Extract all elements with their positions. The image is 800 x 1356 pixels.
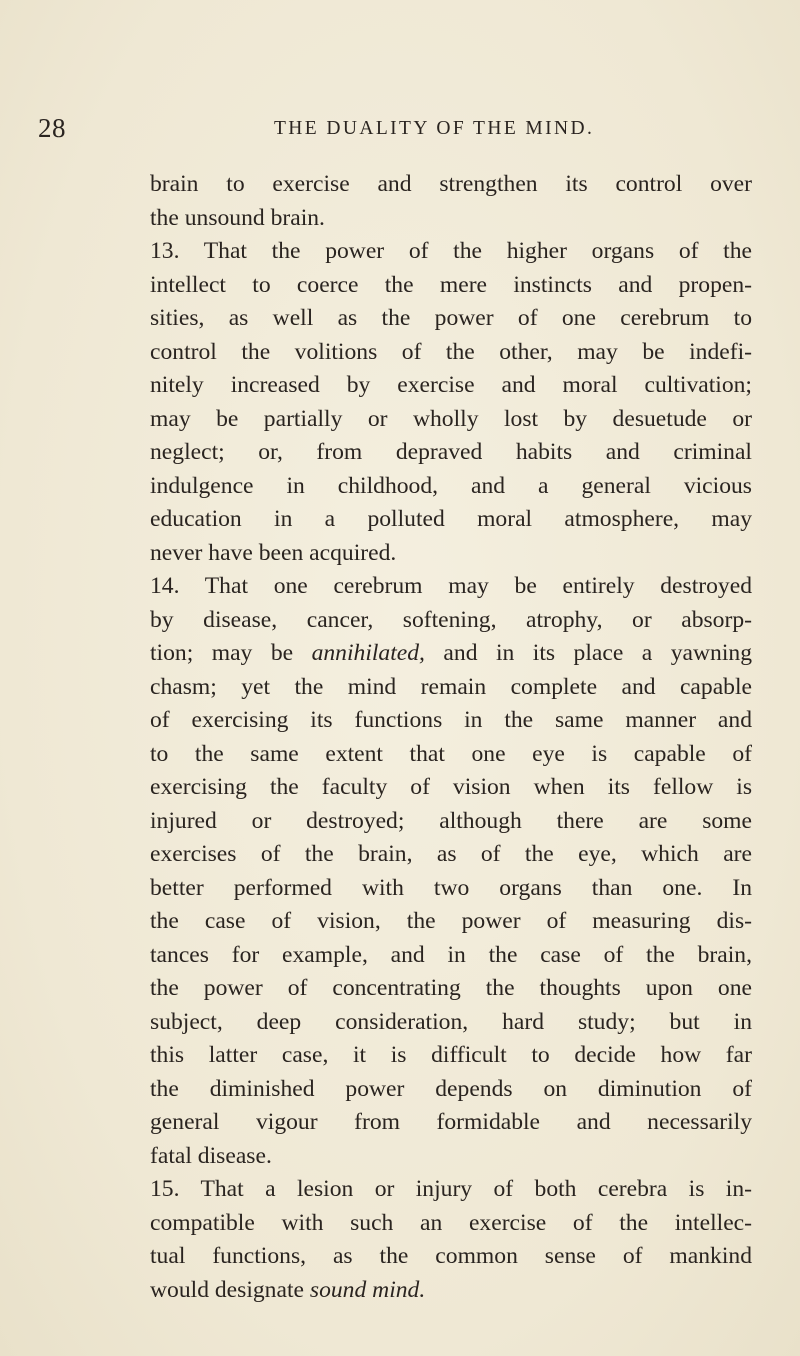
text-line: injured or destroyed; although there are some	[150, 807, 752, 834]
text-line: nitely increased by exercise and moral cultivation;	[150, 372, 752, 398]
body-text	[150, 168, 752, 1307]
text-line: subject, deep consideration, hard study; but in	[150, 1008, 752, 1035]
text-line: by disease, cancer, softening, atrophy, or absorp-	[150, 606, 752, 633]
text-line: neglect; or, from depraved habits and criminal	[150, 439, 752, 465]
text-line: fatal disease.	[150, 1142, 272, 1169]
text-line: 15. That a lesion or injury of both cerebra is in-	[150, 1176, 752, 1202]
text-line: may be partially or wholly lost by desuetude or	[150, 405, 752, 432]
text-line: the power of concentrating the thoughts upon one	[150, 975, 752, 1001]
text-segment: would designate	[150, 1276, 310, 1303]
italic-phrase: sound mind.	[309, 1276, 426, 1303]
text-line: 13. That the power of the higher organs of the	[150, 238, 752, 264]
text-segment: tion; may be	[150, 640, 312, 666]
text-line-with-italic	[150, 1274, 752, 1308]
text-line: better performed with two organs than one. In	[150, 874, 752, 901]
text-line: to the same extent that one eye is capable of	[150, 740, 752, 767]
text-line: 14. That one cerebrum may be entirely destroyed	[150, 573, 752, 599]
text-line: the diminished power depends on diminution of	[150, 1075, 752, 1102]
text-line: the unsound brain.	[150, 204, 325, 231]
running-head: THE DUALITY OF THE MIND.	[274, 118, 595, 139]
text-line-with-italic	[150, 637, 752, 671]
text-line: brain to exercise and strengthen its control over	[150, 171, 752, 197]
text-line: tual functions, as the common sense of mankind	[150, 1243, 752, 1269]
text-line: exercises of the brain, as of the eye, which are	[150, 841, 752, 867]
italic-word: annihilated,	[311, 640, 425, 666]
text-line: control the volitions of the other, may be indefi-	[150, 338, 752, 365]
text-line: chasm; yet the mind remain complete and capable	[150, 673, 752, 700]
text-line: this latter case, it is difficult to decide how far	[150, 1042, 752, 1068]
text-line: of exercising its functions in the same manner and	[150, 707, 752, 733]
text-line: tances for example, and in the case of the brain,	[150, 941, 752, 968]
text-line: compatible with such an exercise of the intellec-	[150, 1209, 752, 1236]
text-segment: and in its place a yawning	[424, 640, 752, 666]
text-line: sities, as well as the power of one cerebrum to	[150, 305, 752, 331]
page-header	[38, 113, 760, 149]
text-line: the case of vision, the power of measuring dis-	[150, 908, 752, 934]
text-line: education in a polluted moral atmosphere, may	[150, 506, 752, 532]
text-line: general vigour from formidable and necessarily	[150, 1109, 752, 1135]
text-line: intellect to coerce the mere instincts and propen-	[150, 271, 752, 298]
page-number: 28	[38, 113, 66, 143]
text-line: exercising the faculty of vision when its fellow is	[150, 774, 752, 800]
text-line: never have been acquired.	[150, 539, 397, 566]
text-line: indulgence in childhood, and a general vicious	[150, 472, 752, 499]
